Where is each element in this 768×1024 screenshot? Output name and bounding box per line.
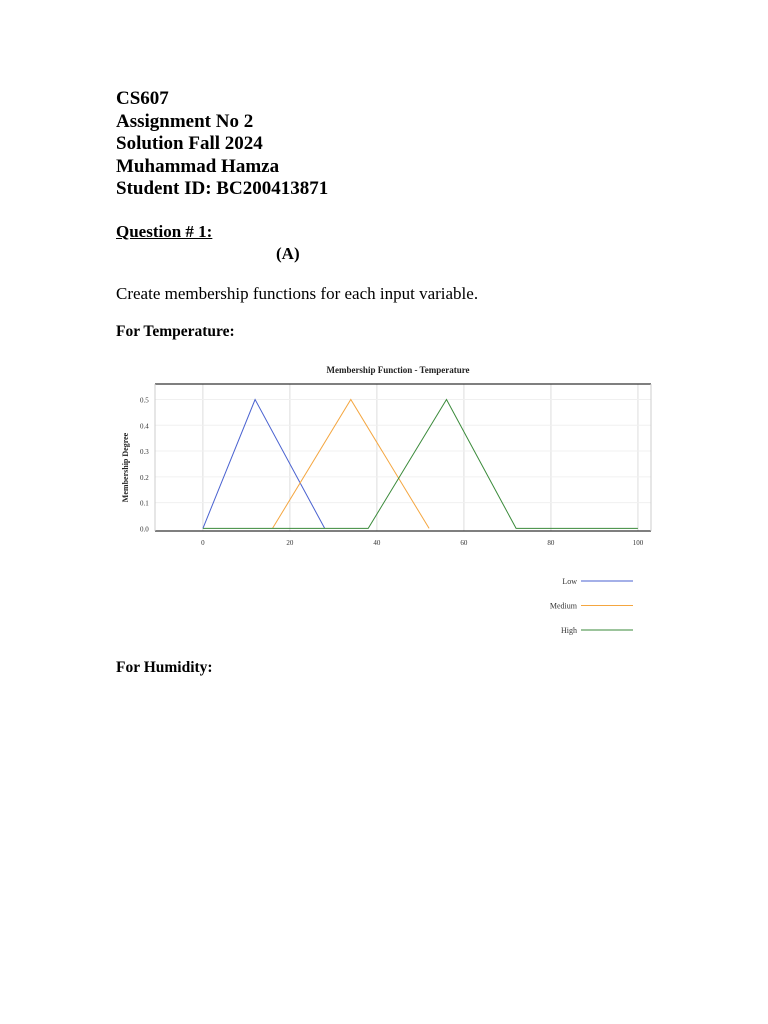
y-tick-label-3: 0.3 [140,448,149,457]
document-header [116,88,328,201]
question-part-label: (A) [276,244,300,263]
plot-area [155,384,651,531]
solution-term: Solution Fall 2024 [116,133,263,155]
x-tick-label-0: 0 [201,539,205,547]
y-tick-label-0: 0.0 [140,525,149,534]
y-tick-label-4: 0.4 [140,422,149,431]
y-tick-label-1: 0.1 [140,499,149,508]
chart-svg [100,355,660,645]
x-tick-label-5: 100 [632,539,644,547]
temperature-membership-chart [100,355,660,645]
x-tick-label-2: 40 [373,539,381,547]
humidity-heading: For Humidity: [116,659,213,676]
question-title: Question # 1: [116,222,213,241]
student-name: Muhammad Hamza [116,155,280,177]
x-tick-label-4: 80 [547,539,555,547]
y-axis-label: Membership Degree [121,432,130,503]
legend-label-medium: Medium [549,601,577,611]
student-id: Student ID: BC200413871 [116,178,329,200]
temperature-heading: For Temperature: [116,323,235,340]
assignment-title: Assignment No 2 [116,110,254,132]
y-tick-label-2: 0.2 [140,473,149,482]
chart-title: Membership Function - Temperature [326,365,470,375]
x-tick-label-3: 60 [460,539,468,547]
y-tick-label-5: 0.5 [140,396,149,405]
legend-label-low: Low [562,577,577,586]
legend-label-high: High [561,626,577,635]
course-code: CS607 [116,88,169,109]
x-tick-label-1: 20 [286,539,294,547]
question-instruction: Create membership functions for each input variable. [116,284,479,303]
